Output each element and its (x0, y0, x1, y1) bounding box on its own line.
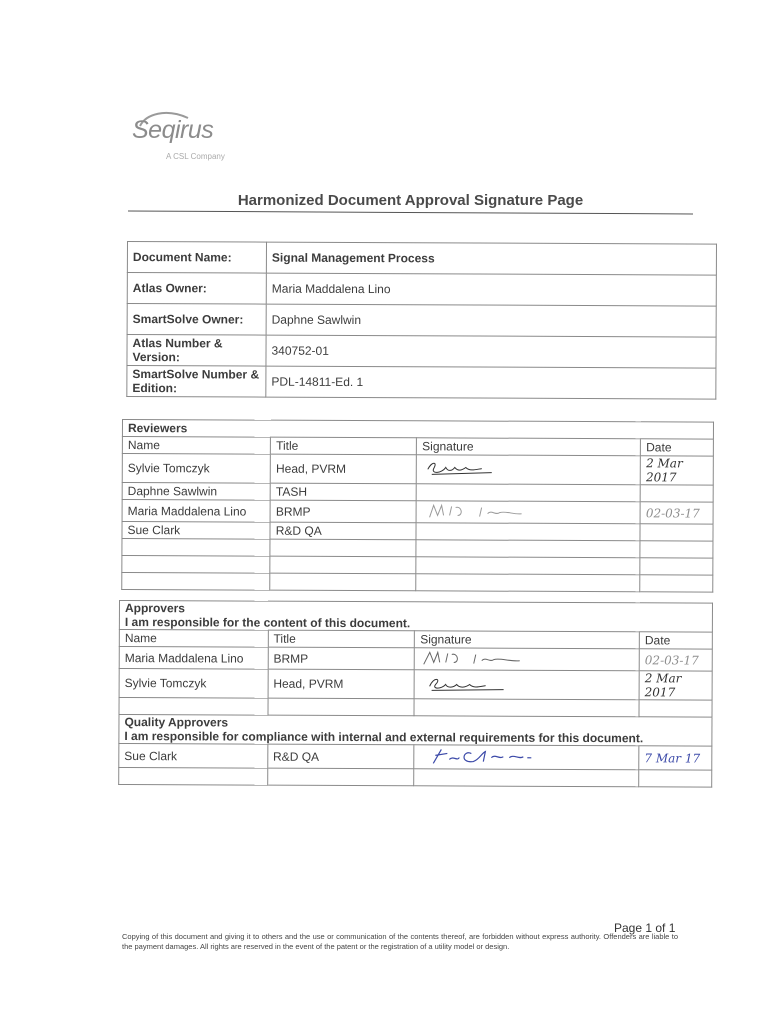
logo-tagline: A CSL Company (166, 152, 225, 161)
reviewer-name: Sue Clark (122, 522, 270, 540)
table-row (127, 366, 716, 400)
table-row (122, 454, 713, 486)
quality-approver-title: R&D QA (267, 744, 414, 769)
column-header-signature: Signature (417, 438, 641, 456)
table-section-header (119, 601, 712, 633)
reviewer-date: 02-03-17 (640, 502, 713, 524)
column-header-date: Date (639, 632, 712, 649)
approver-name: Sylvie Tomczyk (119, 669, 268, 699)
info-value: PDL-14811-Ed. 1 (266, 366, 716, 399)
approver-name: Maria Maddalena Lino (119, 647, 268, 670)
reviewer-title: Head, PVRM (270, 454, 416, 484)
approver-date: 2 Mar 2017 (639, 671, 712, 700)
company-logo (132, 110, 252, 166)
reviewer-name: Daphne Sawlwin (122, 483, 270, 501)
quality-header-cell (119, 715, 712, 747)
info-value: 340752-01 (266, 335, 716, 368)
approvers-header-cell (119, 601, 712, 633)
logo-brand: Seqirus (132, 116, 214, 144)
quality-statement: I am responsible for compliance with internal and external requirements for this document. (124, 729, 644, 746)
info-value: Signal Management Process (266, 242, 716, 275)
reviewer-title: TASH (270, 483, 416, 501)
document-info-table (126, 241, 717, 400)
copyright-notice: Copying of this document and giving it to others and the use or communication of the contents thereof, are forbidden without express authority. Offenders are liable to the payment damages. All rights are reserved in the event of the patent or the registration of a utility model or design. (122, 932, 678, 951)
info-value: Daphne Sawlwin (266, 304, 716, 337)
handwritten-signature-icon (420, 648, 530, 666)
info-value: Maria Maddalena Lino (266, 273, 716, 306)
column-header-signature: Signature (415, 631, 640, 649)
info-label: SmartSolve Owner: (127, 304, 266, 336)
table-row (127, 273, 716, 307)
table-row (127, 304, 716, 338)
quality-heading: Quality Approvers (124, 715, 229, 730)
info-label: Document Name: (127, 242, 266, 274)
approver-title: BRMP (268, 647, 415, 670)
reviewer-signature (416, 523, 640, 541)
handwritten-signature-icon (422, 501, 532, 519)
reviewer-signature (416, 501, 640, 524)
table-row (119, 647, 712, 672)
column-header-title: Title (268, 630, 415, 648)
table-row (127, 242, 716, 276)
approver-title: Head, PVRM (268, 669, 415, 699)
handwritten-signature-icon (422, 459, 502, 477)
quality-approver-signature (414, 745, 639, 770)
info-label: Atlas Owner: (127, 273, 266, 305)
column-header-name: Name (122, 437, 270, 455)
column-header-date: Date (641, 439, 714, 456)
info-label: Atlas Number & Version: (127, 335, 266, 367)
info-label: SmartSolve Number & Edition: (127, 366, 266, 398)
reviewer-title: R&D QA (270, 522, 416, 540)
approvers-statement: I am responsible for the content of this document. (124, 615, 411, 631)
quality-approver-date: 7 Mar 17 (639, 746, 712, 770)
table-row (127, 335, 716, 369)
handwritten-signature-icon (420, 745, 550, 766)
reviewer-date (640, 485, 713, 502)
reviewer-signature (417, 455, 641, 485)
column-header-name: Name (119, 630, 268, 648)
approvers-heading: Approvers (124, 601, 186, 616)
handwritten-signature-icon (420, 674, 520, 692)
reviewer-title: BRMP (270, 500, 416, 523)
reviewer-date (640, 524, 713, 541)
reviewers-heading: Reviewers (122, 420, 713, 440)
approvers-table (118, 600, 713, 788)
approver-signature (415, 648, 640, 671)
quality-approver-name: Sue Clark (119, 744, 268, 769)
table-row-empty (119, 768, 712, 788)
page-number: Page 1 of 1 (614, 921, 676, 935)
reviewer-date: 2 Mar 2017 (640, 456, 713, 485)
reviewers-table (121, 419, 714, 593)
reviewer-name: Maria Maddalena Lino (122, 500, 270, 523)
table-row-empty (122, 573, 713, 593)
reviewer-signature (416, 484, 640, 502)
approver-signature (414, 670, 639, 700)
table-row (119, 669, 712, 701)
page-title: Harmonized Document Approval Signature Page (237, 192, 584, 209)
table-row (122, 500, 713, 525)
table-row (119, 744, 712, 771)
table-section-header (119, 715, 712, 747)
reviewer-name: Sylvie Tomczyk (122, 454, 270, 484)
column-header-title: Title (271, 437, 417, 455)
approver-date: 02-03-17 (639, 649, 712, 671)
title-underline (128, 211, 693, 215)
